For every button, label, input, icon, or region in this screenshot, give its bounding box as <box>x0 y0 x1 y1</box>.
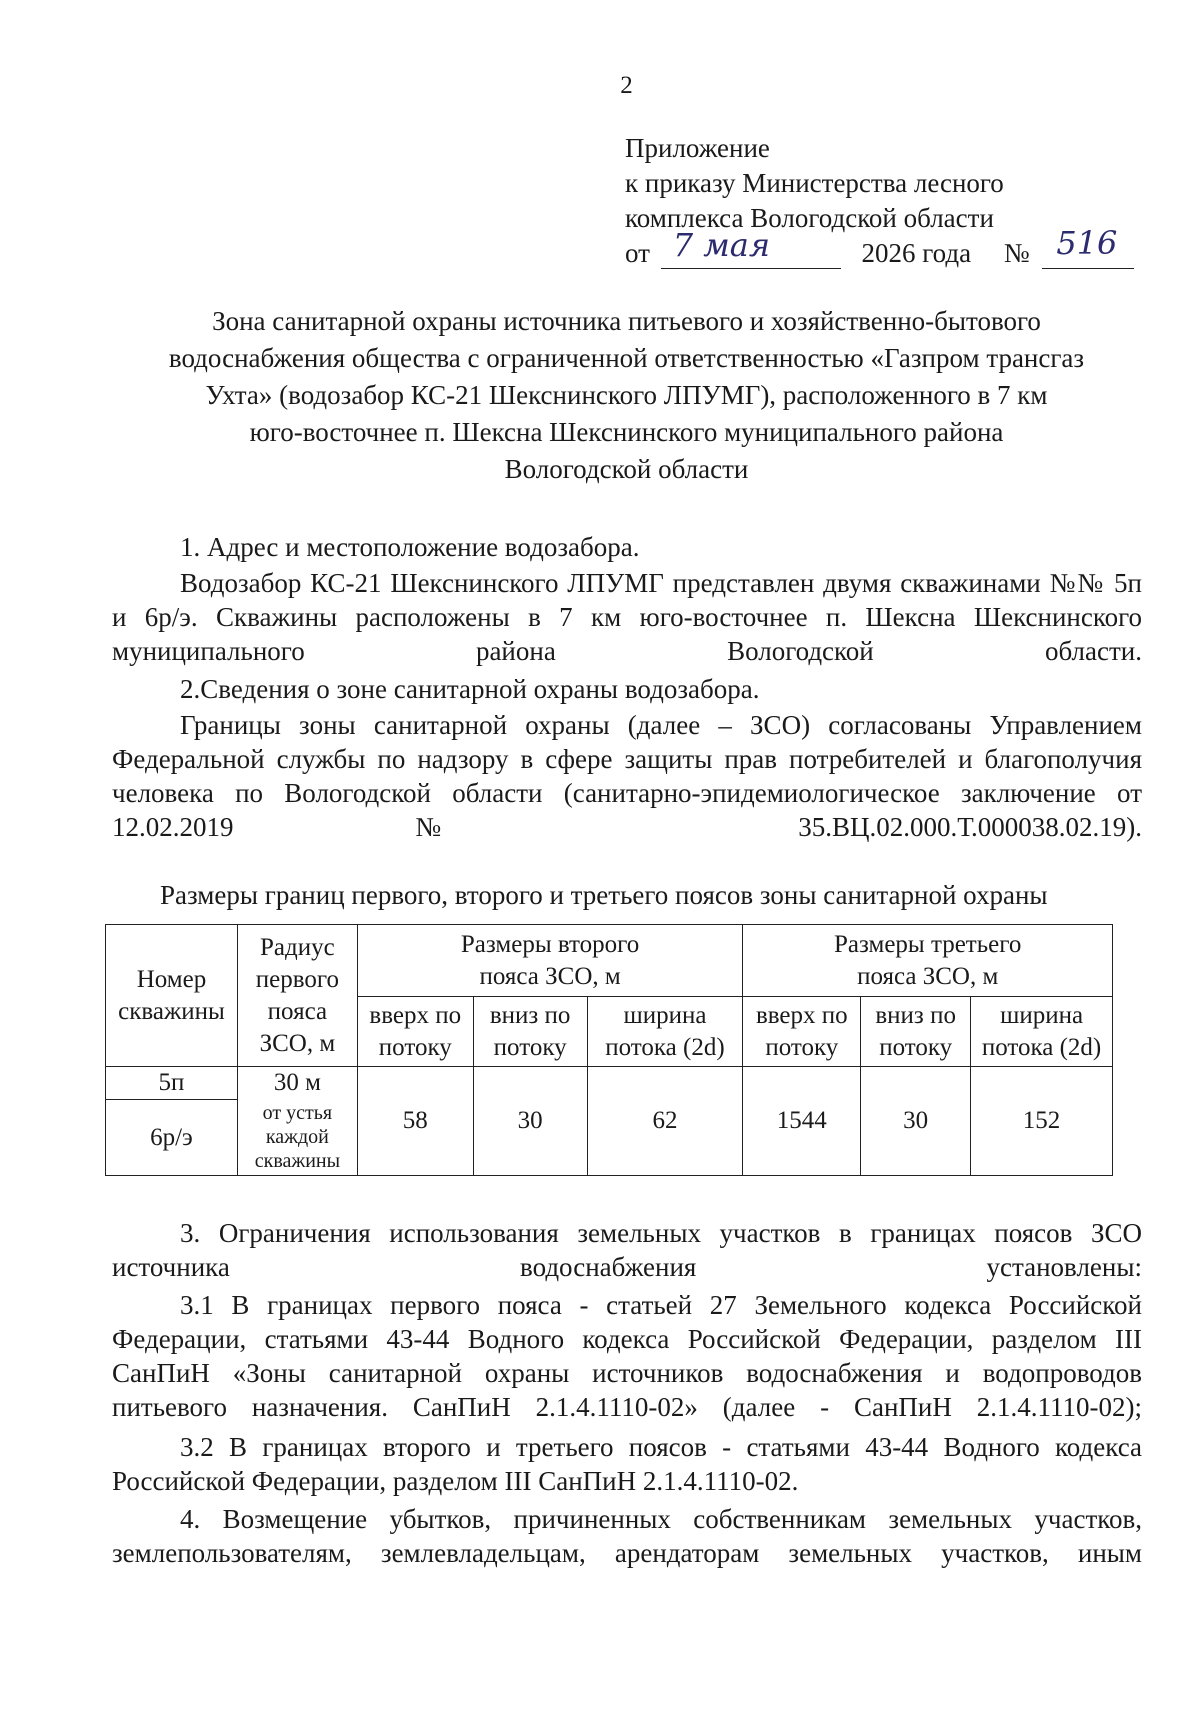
well-cell-5p: 5п <box>106 1067 238 1100</box>
third-width-value: 152 <box>971 1067 1113 1176</box>
from-label: от <box>625 238 650 268</box>
third-down-value: 30 <box>861 1067 971 1176</box>
section-3-heading: 3. Ограничения использования земельных участков в границах поясов ЗСО источника водоснабжения установлены: <box>112 1218 1142 1282</box>
title-line-4: юго-восточнее п. Шексна Шекснинского муниципального района <box>249 417 1004 447</box>
title-line-3: Ухта» (водозабор КС-21 Шекснинского ЛПУМГ), расположенного в 7 км <box>205 380 1048 410</box>
header-third-up: вверх по потоку <box>743 997 861 1067</box>
header-second-width: ширина потока (2d) <box>587 997 743 1067</box>
header-well-number: Номер скважины <box>106 925 238 1067</box>
header-second-zone: Размеры второго пояса ЗСО, м <box>357 925 743 997</box>
header-second-down: вниз по потоку <box>473 997 587 1067</box>
handwritten-date: 7 мая <box>672 226 771 264</box>
appendix-line-2: к приказу Министерства лесного <box>625 168 1004 198</box>
second-up-value: 58 <box>357 1067 473 1176</box>
section-2-heading: 2.Сведения о зоне санитарной охраны водозабора. <box>180 674 760 704</box>
header-third-zone: Размеры третьего пояса ЗСО, м <box>743 925 1113 997</box>
title-line-1: Зона санитарной охраны источника питьевого и хозяйственно-бытового <box>212 306 1041 336</box>
appendix-date-line <box>625 224 1134 269</box>
appendix-line-3: комплекса Вологодской области <box>625 203 994 233</box>
header-second-up: вверх по потоку <box>357 997 473 1067</box>
well-cell-6re: 6р/э <box>106 1100 238 1176</box>
section-1-text: Водозабор КС-21 Шекснинского ЛПУМГ представлен двумя скважинами №№ 5п и 6р/э. Скважины расположены в 7 км юго-восточнее п. Шексна Шекснинского муниципального района Вологодской области. <box>112 568 1142 666</box>
title-line-5: Вологодской области <box>504 454 749 484</box>
radius-value-cell: 30 м <box>237 1067 357 1100</box>
section-4-text: 4. Возмещение убытков, причиненных собственникам земельных участков, землепользователям, землевладельцам, арендаторам земельных участков, иным <box>112 1504 1142 1568</box>
sanitary-zone-table <box>105 924 1113 1176</box>
section-2-text: Границы зоны санитарной охраны (далее – ЗСО) согласованы Управлением Федеральной службы по надзору в сфере защиты прав потребителей и благополучия человека по Вологодской области (санитарно-эпидемиологическое заключение от 12.02.2019 № 35.ВЦ.02.000.Т.000038.02.19). <box>112 710 1142 842</box>
date-field <box>661 226 841 269</box>
table-caption: Размеры границ первого, второго и третьего поясов зоны санитарной охраны <box>160 880 1048 910</box>
handwritten-number: 516 <box>1056 224 1118 262</box>
number-field <box>1042 224 1134 269</box>
year-text: 2026 года <box>861 238 972 268</box>
title-line-2: водоснабжения общества с ограниченной ответственностью «Газпром трансгаз <box>168 343 1085 373</box>
second-down-value: 30 <box>473 1067 587 1176</box>
number-label: № <box>1003 238 1030 268</box>
header-radius: Радиус первого пояса ЗСО, м <box>237 925 357 1067</box>
section-1-heading: 1. Адрес и местоположение водозабора. <box>180 532 640 562</box>
radius-note-cell: от устья каждой скважины <box>237 1100 357 1176</box>
header-third-width: ширина потока (2d) <box>971 997 1113 1067</box>
second-width-value: 62 <box>587 1067 743 1176</box>
appendix-line-1: Приложение <box>625 133 770 163</box>
section-3-2-text: 3.2 В границах второго и третьего поясов - статьями 43-44 Водного кодекса Российской Федерации, разделом III СанПиН 2.1.4.1110-02. <box>112 1432 1142 1496</box>
third-up-value: 1544 <box>743 1067 861 1176</box>
header-third-down: вниз по потоку <box>861 997 971 1067</box>
section-3-1-text: 3.1 В границах первого пояса - статьей 27 Земельного кодекса Российской Федерации, статьями 43-44 Водного кодекса Российской Федерации, разделом III СанПиН «Зоны санитарной охраны источников водоснабжения и водопроводов питьевого назначения. СанПиН 2.1.4.1110-02» (далее - СанПиН 2.1.4.1110-02); <box>112 1290 1142 1422</box>
page-number: 2 <box>620 72 633 99</box>
